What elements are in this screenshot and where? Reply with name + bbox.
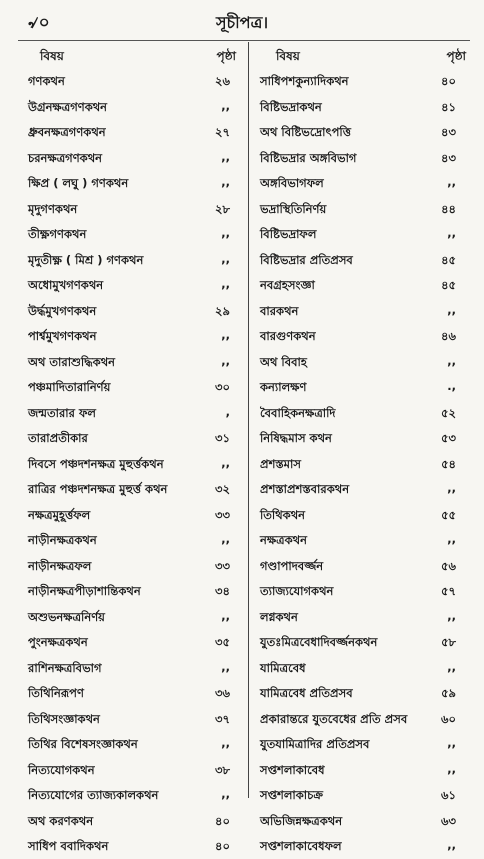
toc-entry (256, 298, 472, 324)
toc-entry (20, 680, 242, 706)
toc-entry (256, 757, 472, 783)
entry-page-number: ৩১ (215, 431, 230, 445)
left-column-header (20, 46, 242, 68)
entry-subject: বারকথন (260, 303, 299, 318)
toc-entry (20, 527, 242, 553)
entry-subject: নক্ষত্রকথন (260, 533, 307, 547)
entry-page-number: ,, (221, 455, 230, 470)
toc-entry (20, 247, 242, 273)
entry-page-number: ৪৩ (441, 125, 456, 139)
entry-subject: বিষ্টিভদ্রাকথন (260, 99, 322, 114)
entry-page-number: ৫৪ (441, 456, 456, 471)
entry-page-number: ৪৫ (441, 252, 456, 267)
entry-page-number: ,, (221, 608, 230, 623)
entry-page-number: ৫৫ (441, 507, 456, 522)
entry-page-number: ,, (447, 532, 456, 546)
entry-page-number: ৩৩ (215, 507, 230, 522)
entry-page-number: ২৯ (215, 303, 230, 318)
subject-header: বিষয় (40, 49, 64, 63)
entry-page-number: ৩৭ (215, 711, 230, 726)
entry-page-number: ,, (447, 761, 456, 776)
toc-entry (20, 553, 242, 579)
entry-subject: ধ্রুবনক্ষত্রগণকথন (28, 125, 106, 139)
entry-page-number: ৪১ (441, 99, 456, 114)
entry-subject: নাড়ীনক্ষত্রকথন (28, 533, 97, 547)
entry-subject: তিথিনিরূপণ (28, 686, 84, 700)
entry-subject: নিত্যযোগের ত্যাজ্যকালকথন (28, 788, 159, 802)
toc-entry (256, 553, 472, 579)
toc-entry (256, 221, 472, 247)
toc-entry (256, 604, 472, 630)
entry-page-number: ,, (221, 251, 230, 266)
entry-subject: অথ তারাশুদ্ধিকথন (28, 354, 116, 369)
entry-subject: অথ বিষ্টিভদ্রোৎপত্তি (260, 125, 351, 139)
entry-page-number: ২৭ (215, 125, 230, 139)
entry-subject: ত্যাজ্যযোগকথন (260, 584, 334, 598)
entry-subject: বৈবাহিকনক্ষত্রাদি (260, 405, 336, 420)
toc-entry (20, 298, 242, 324)
toc-entry (256, 655, 472, 681)
entry-page-number: ,, (221, 353, 230, 368)
entry-subject: সাধিপশকুন্যাদিকথন (260, 74, 349, 88)
entry-page-number: ৩৪ (215, 584, 230, 598)
entry-subject: সাধিপ ববাদিকথন (28, 839, 109, 853)
entry-page-number: ২৬ (215, 74, 230, 88)
entry-page-number: ,, (447, 481, 456, 495)
entry-page-number: ,, (447, 608, 456, 623)
entry-subject: উর্দ্ধমুখগণকথন (28, 303, 97, 318)
entry-page-number: ৪০ (215, 813, 230, 828)
entry-subject: সপ্তশলাকাবেধ (260, 762, 325, 777)
entry-subject: নিষিদ্ধমাস কথন (260, 431, 332, 445)
entry-page-number: ৫৬ (441, 558, 456, 573)
entry-page-number: ৬১ (441, 788, 456, 802)
entry-subject: যামিত্রবেধ (260, 660, 306, 675)
entry-page-number: ৩০ (215, 380, 230, 394)
toc-entry (256, 400, 472, 426)
entry-subject: পার্শ্বমুখগণকথন (28, 329, 97, 343)
toc-entry (20, 425, 242, 451)
entry-page-number: ,, (447, 175, 456, 189)
entry-page-number: ,, (221, 175, 230, 189)
entry-page-number: ৫৯ (441, 686, 456, 700)
toc-entry (20, 629, 242, 655)
toc-entry (20, 731, 242, 757)
toc-entry (20, 833, 242, 859)
toc-entry (20, 476, 242, 502)
toc-entry (20, 221, 242, 247)
toc-entry (20, 604, 242, 630)
toc-entry (256, 119, 472, 145)
entry-subject: চরনক্ষত্রগণকথন (28, 150, 103, 165)
entry-page-number: ৩৩ (215, 558, 230, 573)
toc-entry (20, 68, 242, 94)
entry-page-number: ৩৮ (215, 762, 230, 777)
entry-subject: বিষ্টিভদ্রার অঙ্গবিভাগ (260, 150, 357, 165)
page-number: ৵০ (28, 13, 50, 33)
entry-subject: ক্ষিপ্র ( লঘু ) গণকথন (28, 176, 129, 190)
entry-subject: সপ্তশলাকাবেধফল (260, 839, 342, 853)
entry-subject: উগ্রনক্ষত্রগণকথন (28, 99, 108, 114)
entry-page-number: ,, (447, 353, 456, 368)
entry-page-number: ৫৩ (441, 431, 456, 445)
toc-entry (256, 629, 472, 655)
entry-page-number: ৪৩ (441, 150, 456, 165)
entry-subject: তারাপ্রতীকার (28, 431, 88, 445)
toc-entry (256, 145, 472, 171)
toc-entry (256, 476, 472, 502)
entry-subject: রাত্রির পঞ্চদশনক্ষত্র মুহুর্ত্ত কথন (28, 482, 168, 496)
toc-entry (256, 451, 472, 477)
toc-entry (256, 374, 472, 400)
entry-page-number: ৫৭ (441, 584, 456, 598)
entry-page-number: ,, (221, 149, 230, 164)
toc-entry (20, 808, 242, 834)
entry-page-number: ৪০ (441, 74, 456, 88)
page-header: পৃষ্ঠা (446, 49, 466, 63)
toc-entry (20, 272, 242, 298)
entry-subject: তিথিসংজ্ঞাকথন (28, 711, 100, 726)
entry-subject: লগ্নকথন (260, 609, 298, 624)
entry-page-number: ২৮ (215, 201, 230, 216)
toc-entry (20, 578, 242, 604)
entry-page-number: ,, (221, 98, 230, 113)
entry-subject: মৃদুগণকথন (28, 201, 78, 216)
entry-page-number: ৬৩ (441, 813, 456, 828)
entry-subject: প্রশস্তাপ্রশস্তবারকথন (260, 482, 350, 496)
toc-entry (20, 706, 242, 732)
entry-subject: বারগুণকথন (260, 329, 316, 343)
entry-subject: জন্মতারার ফল (28, 405, 96, 420)
entry-subject: অঙ্গবিভাগফল (260, 176, 324, 190)
entry-subject: অথ করণকথন (28, 813, 94, 828)
toc-entry (256, 578, 472, 604)
toc-entry (20, 145, 242, 171)
entry-subject: নবগ্রহসংজ্ঞা (260, 278, 315, 292)
toc-entry (256, 425, 472, 451)
entry-page-number: ,, (221, 328, 230, 342)
entry-page-number: ৩২ (215, 482, 230, 496)
toc-entry (256, 782, 472, 808)
toc-entry (20, 757, 242, 783)
entry-page-number: ,, (447, 302, 456, 317)
toc-entry (20, 170, 242, 196)
toc-entry (20, 451, 242, 477)
entry-page-number: ,, (447, 736, 456, 750)
entry-subject: গণকথন (28, 74, 65, 88)
entry-subject: অথ বিবাহ (260, 354, 307, 369)
entry-subject: যুতযামিত্রাদির প্রতিপ্রসব (260, 737, 370, 751)
entry-subject: রাশিনক্ষত্রবিভাগ (28, 660, 102, 675)
entry-subject: তীক্ষ্ণগণকথন (28, 227, 87, 241)
entry-subject: মৃদুতীক্ষ্ণ ( মিশ্র ) গণকথন (28, 252, 144, 267)
toc-entry (256, 502, 472, 528)
entry-page-number: ,, (447, 226, 456, 240)
toc-entry (256, 323, 472, 349)
entry-page-number: ,, (447, 659, 456, 674)
toc-entry (20, 400, 242, 426)
entry-subject: পুংনক্ষত্রকথন (28, 635, 88, 649)
toc-entry (256, 527, 472, 553)
toc-entry (256, 808, 472, 834)
entry-page-number: ৫২ (441, 405, 456, 420)
toc-entry (256, 833, 472, 859)
left-entries (20, 68, 242, 859)
entry-subject: নাড়ীনক্ষত্রফল (28, 558, 92, 573)
entry-page-number: ৩৬ (215, 686, 230, 700)
entry-subject: প্রশস্তমাস (260, 456, 301, 471)
entry-page-number: ,, (221, 277, 230, 291)
entry-subject: বিষ্টিভদ্রার প্রতিপ্রসব (260, 252, 353, 267)
page-title: সূচীপত্র। (215, 13, 269, 32)
toc-entry (20, 782, 242, 808)
entry-subject: নাড়ীনক্ষত্রপীড়াশান্তিকথন (28, 584, 141, 598)
entry-subject: অভিজিন্নক্ষত্রকথন (260, 813, 343, 828)
toc-entry (256, 731, 472, 757)
entry-page-number: ৪৫ (441, 278, 456, 292)
entry-page-number: ৪৪ (441, 201, 456, 216)
entry-page-number: ,, (447, 838, 456, 852)
toc-entry (20, 349, 242, 375)
entry-subject: অশুভনক্ষত্রনির্ণয় (28, 609, 105, 624)
toc-entry (20, 374, 242, 400)
entry-page-number: ৪৬ (441, 329, 456, 343)
toc-entry (256, 68, 472, 94)
entry-subject: নিত্যযোগকথন (28, 762, 95, 777)
toc-entry (256, 349, 472, 375)
toc-entry (256, 272, 472, 298)
toc-entry (256, 196, 472, 222)
entry-subject: বিষ্টিভদ্রাফল (260, 227, 317, 241)
entry-subject: নক্ষত্রমুহূর্ত্তফল (28, 507, 91, 522)
right-column (256, 46, 472, 859)
header-rule (18, 40, 470, 41)
entry-subject: পঞ্চমাদিতারানির্ণয় (28, 380, 111, 394)
column-divider (248, 42, 249, 798)
toc-entry (20, 94, 242, 120)
entry-page-number: ., (447, 379, 456, 393)
toc-entry (20, 655, 242, 681)
right-column-header (256, 46, 472, 68)
entry-page-number: ,, (221, 659, 230, 674)
right-entries (256, 68, 472, 859)
toc-entry (256, 94, 472, 120)
page-header: পৃষ্ঠা (216, 49, 236, 63)
entry-subject: তিথির বিশেষসংজ্ঞাকথন (28, 737, 138, 751)
entry-page-number: ৪০ (215, 839, 230, 853)
entry-page-number: , (225, 404, 230, 419)
entry-subject: ভদ্রাস্থিতিনির্ণয় (260, 201, 327, 216)
subject-header: বিষয় (276, 49, 300, 63)
entry-page-number: ,, (221, 736, 230, 750)
left-column (20, 46, 242, 859)
entry-subject: গণ্ডাপাদবর্জ্জন (260, 558, 324, 573)
toc-entry (20, 323, 242, 349)
entry-subject: দিবসে পঞ্চদশনক্ষত্র মুহুর্ত্তকথন (28, 456, 164, 471)
toc-entry (20, 119, 242, 145)
entry-subject: সপ্তশলাকাচক্র (260, 788, 323, 802)
entry-subject: যুতঃমিত্রবেধাদিবর্জ্জনকথন (260, 635, 378, 649)
entry-subject: প্রকারান্তরে যুতবেধের প্রতি প্রসব (260, 711, 408, 726)
entry-subject: তিথিকথন (260, 507, 306, 522)
entry-subject: অধোমুখগণকথন (28, 278, 104, 292)
entry-page-number: ,, (221, 226, 230, 240)
entry-page-number: ৩৫ (215, 635, 230, 649)
entry-subject: কন্যালক্ষণ (260, 380, 307, 394)
entry-subject: যামিত্রবেধ প্রতিপ্রসব (260, 686, 353, 700)
entry-page-number: ,, (221, 787, 230, 801)
toc-entry (256, 247, 472, 273)
toc-entry (256, 706, 472, 732)
toc-entry (256, 170, 472, 196)
toc-entry (20, 196, 242, 222)
toc-entry (256, 680, 472, 706)
entry-page-number: ৫৮ (441, 635, 456, 649)
entry-page-number: ,, (221, 532, 230, 546)
entry-page-number: ৬০ (441, 711, 456, 726)
toc-entry (20, 502, 242, 528)
